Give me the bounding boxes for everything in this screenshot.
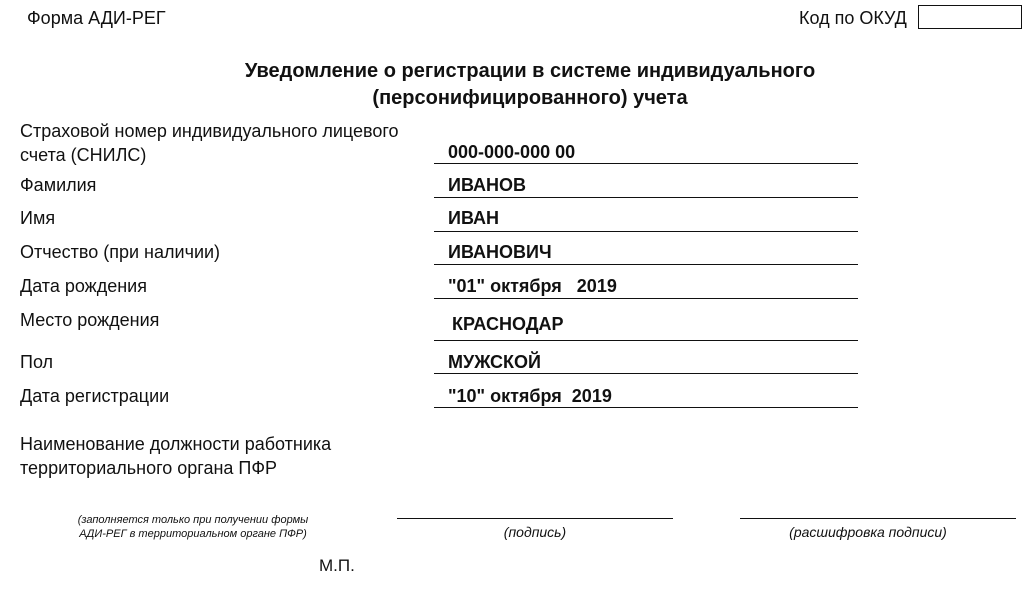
- gender-label: Пол: [20, 352, 54, 372]
- snils-label: [20, 119, 399, 167]
- registration-date-value: "10" октября 2019: [448, 386, 612, 406]
- officer-position-label: [20, 432, 331, 480]
- birth-place-value: КРАСНОДАР: [452, 314, 564, 334]
- birth-place-label: Место рождения: [20, 310, 160, 330]
- snils-value: 000-000-000 00: [448, 142, 576, 162]
- signature-line[interactable]: [397, 518, 673, 519]
- gender-value: МУЖСКОЙ: [448, 352, 541, 372]
- signature-decoding-caption: (расшифровка подписи): [789, 524, 947, 540]
- fill-note-line-2: АДИ-РЕГ в территориальном органе ПФР): [79, 528, 307, 540]
- snils-label-line-1: Страховой номер индивидуального лицевого: [20, 121, 399, 141]
- birth-place-underline: [434, 340, 858, 341]
- fill-note: [26, 513, 360, 541]
- gender-underline: [434, 373, 858, 374]
- patronymic-underline: [434, 264, 858, 265]
- patronymic-value: ИВАНОВИЧ: [448, 242, 552, 262]
- document-title-line-2: (персонифицированного) учета: [372, 87, 688, 109]
- signature-caption: (подпись): [503, 524, 567, 540]
- okud-label: Код по ОКУД: [799, 8, 907, 28]
- officer-position-label-line-1: Наименование должности работника: [20, 434, 332, 454]
- name-underline: [434, 231, 858, 232]
- surname-label: Фамилия: [20, 175, 97, 195]
- snils-underline: [434, 163, 858, 164]
- document-title-line-1: Уведомление о регистрации в системе индивидуального: [244, 60, 816, 82]
- birth-date-value: "01" октября 2019: [448, 276, 617, 296]
- birth-date-underline: [434, 298, 858, 299]
- registration-date-underline: [434, 407, 858, 408]
- registration-date-label: Дата регистрации: [20, 386, 170, 406]
- surname-underline: [434, 197, 858, 198]
- fill-note-line-1: (заполняется только при получении формы: [77, 514, 309, 526]
- patronymic-label: Отчество (при наличии): [20, 242, 221, 262]
- name-label: Имя: [20, 208, 56, 228]
- okud-code-field[interactable]: [918, 5, 1022, 29]
- signature-decoding-line[interactable]: [740, 518, 1016, 519]
- officer-position-label-line-2: территориального органа ПФР: [20, 458, 278, 478]
- stamp-place-label: М.П.: [319, 556, 355, 575]
- form-name: Форма АДИ-РЕГ: [27, 8, 166, 28]
- surname-value: ИВАНОВ: [448, 175, 527, 195]
- birth-date-label: Дата рождения: [20, 276, 147, 296]
- snils-label-line-2: счета (СНИЛС): [20, 145, 147, 165]
- document-title: [0, 58, 1024, 112]
- name-value: ИВАН: [448, 208, 500, 228]
